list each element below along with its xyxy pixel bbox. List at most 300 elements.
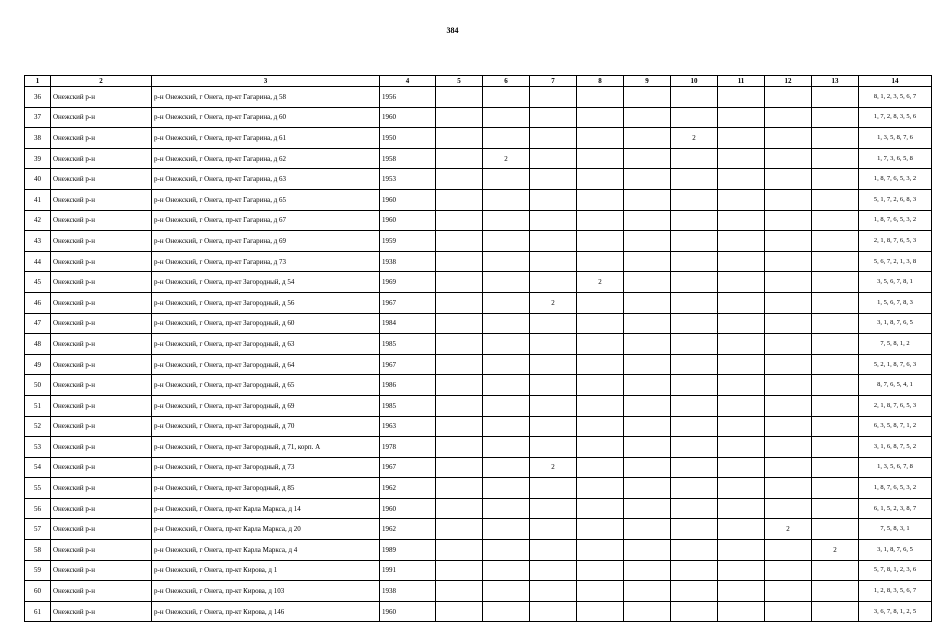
col11-cell	[718, 581, 765, 602]
col13-cell	[812, 107, 859, 128]
col9-cell	[624, 437, 671, 458]
col9-cell	[624, 210, 671, 231]
col13-cell	[812, 128, 859, 149]
year-cell: 1969	[380, 272, 436, 293]
year-cell: 1962	[380, 519, 436, 540]
col9-cell	[624, 292, 671, 313]
col8-cell	[577, 457, 624, 478]
col10-cell	[671, 189, 718, 210]
col5-cell	[436, 128, 483, 149]
col14-cell: 5, 1, 7, 2, 6, 8, 3	[859, 189, 932, 210]
col13-cell	[812, 334, 859, 355]
col9-cell	[624, 375, 671, 396]
col8-cell	[577, 189, 624, 210]
col11-cell	[718, 87, 765, 108]
address-cell: р-н Онежский, г Онега, пр-кт Гагарина, д 65	[152, 189, 380, 210]
col9-cell	[624, 251, 671, 272]
col11-cell	[718, 354, 765, 375]
col7-cell: 2	[530, 457, 577, 478]
col6-cell	[483, 498, 530, 519]
col11-cell	[718, 498, 765, 519]
column-header-8: 8	[577, 76, 624, 87]
col6-cell	[483, 354, 530, 375]
col5-cell	[436, 478, 483, 499]
col7-cell	[530, 313, 577, 334]
col12-cell	[765, 210, 812, 231]
column-header-6: 6	[483, 76, 530, 87]
col14-cell: 1, 8, 7, 6, 5, 3, 2	[859, 478, 932, 499]
district-cell: Онежский р-н	[51, 437, 152, 458]
col14-cell: 7, 5, 8, 1, 2	[859, 334, 932, 355]
district-cell: Онежский р-н	[51, 519, 152, 540]
address-cell: р-н Онежский, г Онега, пр-кт Загородный, д 56	[152, 292, 380, 313]
col14-cell: 3, 5, 6, 7, 8, 1	[859, 272, 932, 293]
column-header-14: 14	[859, 76, 932, 87]
col5-cell	[436, 601, 483, 622]
col7-cell	[530, 231, 577, 252]
col12-cell	[765, 375, 812, 396]
col9-cell	[624, 581, 671, 602]
col13-cell	[812, 457, 859, 478]
col10-cell	[671, 272, 718, 293]
row-number: 37	[25, 107, 51, 128]
column-header-1: 1	[25, 76, 51, 87]
year-cell: 1959	[380, 231, 436, 252]
district-cell: Онежский р-н	[51, 395, 152, 416]
district-cell: Онежский р-н	[51, 498, 152, 519]
col8-cell	[577, 601, 624, 622]
year-cell: 1967	[380, 292, 436, 313]
col7-cell	[530, 601, 577, 622]
col14-cell: 1, 5, 6, 7, 8, 3	[859, 292, 932, 313]
row-number: 48	[25, 334, 51, 355]
col14-cell: 5, 2, 1, 8, 7, 6, 3	[859, 354, 932, 375]
row-number: 39	[25, 148, 51, 169]
col12-cell	[765, 169, 812, 190]
col14-cell: 3, 6, 7, 8, 1, 2, 5	[859, 601, 932, 622]
table-row	[25, 334, 932, 355]
column-header-5: 5	[436, 76, 483, 87]
district-cell: Онежский р-н	[51, 354, 152, 375]
row-number: 60	[25, 581, 51, 602]
col9-cell	[624, 189, 671, 210]
col6-cell	[483, 169, 530, 190]
col12-cell: 2	[765, 519, 812, 540]
col11-cell	[718, 107, 765, 128]
column-header-13: 13	[812, 76, 859, 87]
col5-cell	[436, 189, 483, 210]
col10-cell	[671, 210, 718, 231]
col12-cell	[765, 128, 812, 149]
col11-cell	[718, 519, 765, 540]
col7-cell	[530, 560, 577, 581]
col5-cell	[436, 519, 483, 540]
col10-cell	[671, 416, 718, 437]
col8-cell	[577, 107, 624, 128]
col12-cell	[765, 107, 812, 128]
col11-cell	[718, 272, 765, 293]
year-cell: 1986	[380, 375, 436, 396]
col6-cell	[483, 457, 530, 478]
district-cell: Онежский р-н	[51, 457, 152, 478]
col12-cell	[765, 354, 812, 375]
col10-cell	[671, 601, 718, 622]
col6-cell	[483, 416, 530, 437]
col7-cell	[530, 478, 577, 499]
col13-cell	[812, 292, 859, 313]
col7-cell	[530, 354, 577, 375]
col7-cell	[530, 148, 577, 169]
district-cell: Онежский р-н	[51, 128, 152, 149]
col10-cell	[671, 437, 718, 458]
col5-cell	[436, 87, 483, 108]
col8-cell	[577, 416, 624, 437]
row-number: 40	[25, 169, 51, 190]
col11-cell	[718, 251, 765, 272]
col5-cell	[436, 231, 483, 252]
col9-cell	[624, 334, 671, 355]
col14-cell: 6, 1, 5, 2, 3, 8, 7	[859, 498, 932, 519]
district-cell: Онежский р-н	[51, 189, 152, 210]
address-cell: р-н Онежский, г Онега, пр-кт Карла Маркса, д 20	[152, 519, 380, 540]
table-row	[25, 169, 932, 190]
year-cell: 1991	[380, 560, 436, 581]
year-cell: 1985	[380, 395, 436, 416]
col8-cell	[577, 540, 624, 561]
table-row	[25, 189, 932, 210]
district-cell: Онежский р-н	[51, 107, 152, 128]
district-cell: Онежский р-н	[51, 148, 152, 169]
col5-cell	[436, 313, 483, 334]
col9-cell	[624, 354, 671, 375]
row-number: 36	[25, 87, 51, 108]
col10-cell	[671, 560, 718, 581]
col6-cell	[483, 334, 530, 355]
address-cell: р-н Онежский, г Онега, пр-кт Загородный, д 73	[152, 457, 380, 478]
year-cell: 1960	[380, 107, 436, 128]
table-row	[25, 107, 932, 128]
col8-cell	[577, 395, 624, 416]
col7-cell	[530, 87, 577, 108]
col8-cell	[577, 87, 624, 108]
col5-cell	[436, 560, 483, 581]
col14-cell: 5, 6, 7, 2, 1, 3, 8	[859, 251, 932, 272]
column-header-12: 12	[765, 76, 812, 87]
col5-cell	[436, 169, 483, 190]
col6-cell	[483, 107, 530, 128]
row-number: 56	[25, 498, 51, 519]
col5-cell	[436, 292, 483, 313]
address-cell: р-н Онежский, г Онега, пр-кт Гагарина, д 62	[152, 148, 380, 169]
col13-cell	[812, 416, 859, 437]
col8-cell	[577, 210, 624, 231]
col9-cell	[624, 128, 671, 149]
col9-cell	[624, 231, 671, 252]
col6-cell	[483, 478, 530, 499]
address-cell: р-н Онежский, г Онега, пр-кт Загородный, д 60	[152, 313, 380, 334]
col5-cell	[436, 395, 483, 416]
col12-cell	[765, 560, 812, 581]
address-cell: р-н Онежский, г Онега, пр-кт Гагарина, д 63	[152, 169, 380, 190]
col10-cell: 2	[671, 128, 718, 149]
year-cell: 1950	[380, 128, 436, 149]
col13-cell	[812, 251, 859, 272]
col12-cell	[765, 478, 812, 499]
col14-cell: 1, 3, 5, 8, 7, 6	[859, 128, 932, 149]
row-number: 46	[25, 292, 51, 313]
col10-cell	[671, 251, 718, 272]
col11-cell	[718, 416, 765, 437]
col10-cell	[671, 457, 718, 478]
col12-cell	[765, 581, 812, 602]
col7-cell	[530, 210, 577, 231]
col10-cell	[671, 292, 718, 313]
col10-cell	[671, 313, 718, 334]
year-cell: 1989	[380, 540, 436, 561]
col10-cell	[671, 334, 718, 355]
district-cell: Онежский р-н	[51, 334, 152, 355]
district-cell: Онежский р-н	[51, 292, 152, 313]
col6-cell	[483, 292, 530, 313]
col14-cell: 1, 7, 2, 8, 3, 5, 6	[859, 107, 932, 128]
col12-cell	[765, 87, 812, 108]
district-cell: Онежский р-н	[51, 478, 152, 499]
col10-cell	[671, 498, 718, 519]
col12-cell	[765, 334, 812, 355]
col8-cell	[577, 581, 624, 602]
table-row	[25, 354, 932, 375]
col14-cell: 6, 3, 5, 8, 7, 1, 2	[859, 416, 932, 437]
col12-cell	[765, 416, 812, 437]
table-body	[25, 87, 932, 622]
table-row	[25, 375, 932, 396]
column-header-3: 3	[152, 76, 380, 87]
col5-cell	[436, 540, 483, 561]
col11-cell	[718, 375, 765, 396]
table-row	[25, 292, 932, 313]
col9-cell	[624, 272, 671, 293]
column-header-9: 9	[624, 76, 671, 87]
col5-cell	[436, 457, 483, 478]
col8-cell	[577, 251, 624, 272]
col7-cell	[530, 437, 577, 458]
col13-cell	[812, 169, 859, 190]
address-cell: р-н Онежский, г Онега, пр-кт Кирова, д 1	[152, 560, 380, 581]
col8-cell	[577, 292, 624, 313]
district-cell: Онежский р-н	[51, 416, 152, 437]
table-row	[25, 498, 932, 519]
district-cell: Онежский р-н	[51, 375, 152, 396]
year-cell: 1967	[380, 457, 436, 478]
col13-cell	[812, 601, 859, 622]
col9-cell	[624, 107, 671, 128]
row-number: 49	[25, 354, 51, 375]
col6-cell	[483, 437, 530, 458]
district-cell: Онежский р-н	[51, 313, 152, 334]
col6-cell	[483, 395, 530, 416]
col6-cell	[483, 601, 530, 622]
col14-cell: 1, 8, 7, 6, 5, 3, 2	[859, 210, 932, 231]
col6-cell	[483, 231, 530, 252]
district-cell: Онежский р-н	[51, 87, 152, 108]
year-cell: 1960	[380, 210, 436, 231]
district-cell: Онежский р-н	[51, 601, 152, 622]
col8-cell	[577, 498, 624, 519]
col9-cell	[624, 148, 671, 169]
col7-cell	[530, 169, 577, 190]
address-cell: р-н Онежский, г Онега, пр-кт Гагарина, д 60	[152, 107, 380, 128]
col14-cell: 2, 1, 8, 7, 6, 5, 3	[859, 231, 932, 252]
col14-cell: 5, 7, 8, 1, 2, 3, 6	[859, 560, 932, 581]
col8-cell	[577, 169, 624, 190]
col12-cell	[765, 395, 812, 416]
col12-cell	[765, 540, 812, 561]
col6-cell	[483, 128, 530, 149]
col7-cell	[530, 395, 577, 416]
address-cell: р-н Онежский, г Онега, пр-кт Загородный, д 65	[152, 375, 380, 396]
row-number: 38	[25, 128, 51, 149]
table-row	[25, 457, 932, 478]
col9-cell	[624, 457, 671, 478]
col14-cell: 1, 8, 7, 6, 5, 3, 2	[859, 169, 932, 190]
table-row	[25, 416, 932, 437]
col11-cell	[718, 169, 765, 190]
col13-cell	[812, 519, 859, 540]
year-cell: 1963	[380, 416, 436, 437]
col6-cell	[483, 272, 530, 293]
address-cell: р-н Онежский, г Онега, пр-кт Гагарина, д 61	[152, 128, 380, 149]
column-header-2: 2	[51, 76, 152, 87]
year-cell: 1978	[380, 437, 436, 458]
col11-cell	[718, 437, 765, 458]
col9-cell	[624, 169, 671, 190]
col14-cell: 7, 5, 8, 3, 1	[859, 519, 932, 540]
col9-cell	[624, 416, 671, 437]
col5-cell	[436, 498, 483, 519]
col11-cell	[718, 189, 765, 210]
year-cell: 1985	[380, 334, 436, 355]
col8-cell	[577, 478, 624, 499]
col8-cell	[577, 334, 624, 355]
row-number: 59	[25, 560, 51, 581]
col7-cell	[530, 107, 577, 128]
table-row	[25, 148, 932, 169]
col13-cell	[812, 581, 859, 602]
table-row	[25, 560, 932, 581]
district-cell: Онежский р-н	[51, 210, 152, 231]
col14-cell: 8, 1, 2, 3, 5, 6, 7	[859, 87, 932, 108]
district-cell: Онежский р-н	[51, 560, 152, 581]
col6-cell	[483, 560, 530, 581]
column-header-row	[25, 76, 932, 87]
column-header-7: 7	[530, 76, 577, 87]
row-number: 57	[25, 519, 51, 540]
address-cell: р-н Онежский, г Онега, пр-кт Загородный, д 69	[152, 395, 380, 416]
col7-cell	[530, 416, 577, 437]
col12-cell	[765, 601, 812, 622]
col12-cell	[765, 292, 812, 313]
address-cell: р-н Онежский, г Онега, пр-кт Кирова, д 103	[152, 581, 380, 602]
row-number: 55	[25, 478, 51, 499]
col13-cell	[812, 87, 859, 108]
col11-cell	[718, 478, 765, 499]
col5-cell	[436, 334, 483, 355]
col6-cell: 2	[483, 148, 530, 169]
col12-cell	[765, 457, 812, 478]
district-cell: Онежский р-н	[51, 251, 152, 272]
col11-cell	[718, 128, 765, 149]
table-row	[25, 478, 932, 499]
table-row	[25, 437, 932, 458]
row-number: 51	[25, 395, 51, 416]
col5-cell	[436, 375, 483, 396]
address-cell: р-н Онежский, г Онега, пр-кт Карла Маркса, д 14	[152, 498, 380, 519]
address-cell: р-н Онежский, г Онега, пр-кт Загородный, д 64	[152, 354, 380, 375]
year-cell: 1984	[380, 313, 436, 334]
table-row	[25, 601, 932, 622]
col10-cell	[671, 231, 718, 252]
col6-cell	[483, 313, 530, 334]
col7-cell	[530, 581, 577, 602]
address-cell: р-н Онежский, г Онега, пр-кт Загородный, д 70	[152, 416, 380, 437]
col5-cell	[436, 437, 483, 458]
col9-cell	[624, 560, 671, 581]
col10-cell	[671, 478, 718, 499]
col13-cell	[812, 189, 859, 210]
year-cell: 1958	[380, 148, 436, 169]
col14-cell: 3, 1, 8, 7, 6, 5	[859, 313, 932, 334]
col11-cell	[718, 457, 765, 478]
col6-cell	[483, 540, 530, 561]
col11-cell	[718, 334, 765, 355]
col5-cell	[436, 210, 483, 231]
district-cell: Онежский р-н	[51, 231, 152, 252]
col14-cell: 1, 3, 5, 6, 7, 8	[859, 457, 932, 478]
col10-cell	[671, 107, 718, 128]
row-number: 50	[25, 375, 51, 396]
col10-cell	[671, 540, 718, 561]
col7-cell	[530, 498, 577, 519]
address-cell: р-н Онежский, г Онега, пр-кт Загородный, д 63	[152, 334, 380, 355]
table-row	[25, 581, 932, 602]
col5-cell	[436, 148, 483, 169]
row-number: 61	[25, 601, 51, 622]
col10-cell	[671, 375, 718, 396]
col11-cell	[718, 148, 765, 169]
col5-cell	[436, 416, 483, 437]
col12-cell	[765, 148, 812, 169]
col8-cell	[577, 375, 624, 396]
col5-cell	[436, 354, 483, 375]
table-row	[25, 540, 932, 561]
col11-cell	[718, 601, 765, 622]
col10-cell	[671, 87, 718, 108]
year-cell: 1953	[380, 169, 436, 190]
col13-cell	[812, 313, 859, 334]
col11-cell	[718, 313, 765, 334]
col6-cell	[483, 189, 530, 210]
col9-cell	[624, 313, 671, 334]
address-cell: р-н Онежский, г Онега, пр-кт Гагарина, д 69	[152, 231, 380, 252]
col5-cell	[436, 581, 483, 602]
year-cell: 1960	[380, 189, 436, 210]
col13-cell: 2	[812, 540, 859, 561]
table-row	[25, 87, 932, 108]
district-cell: Онежский р-н	[51, 169, 152, 190]
col9-cell	[624, 87, 671, 108]
col10-cell	[671, 581, 718, 602]
col9-cell	[624, 601, 671, 622]
